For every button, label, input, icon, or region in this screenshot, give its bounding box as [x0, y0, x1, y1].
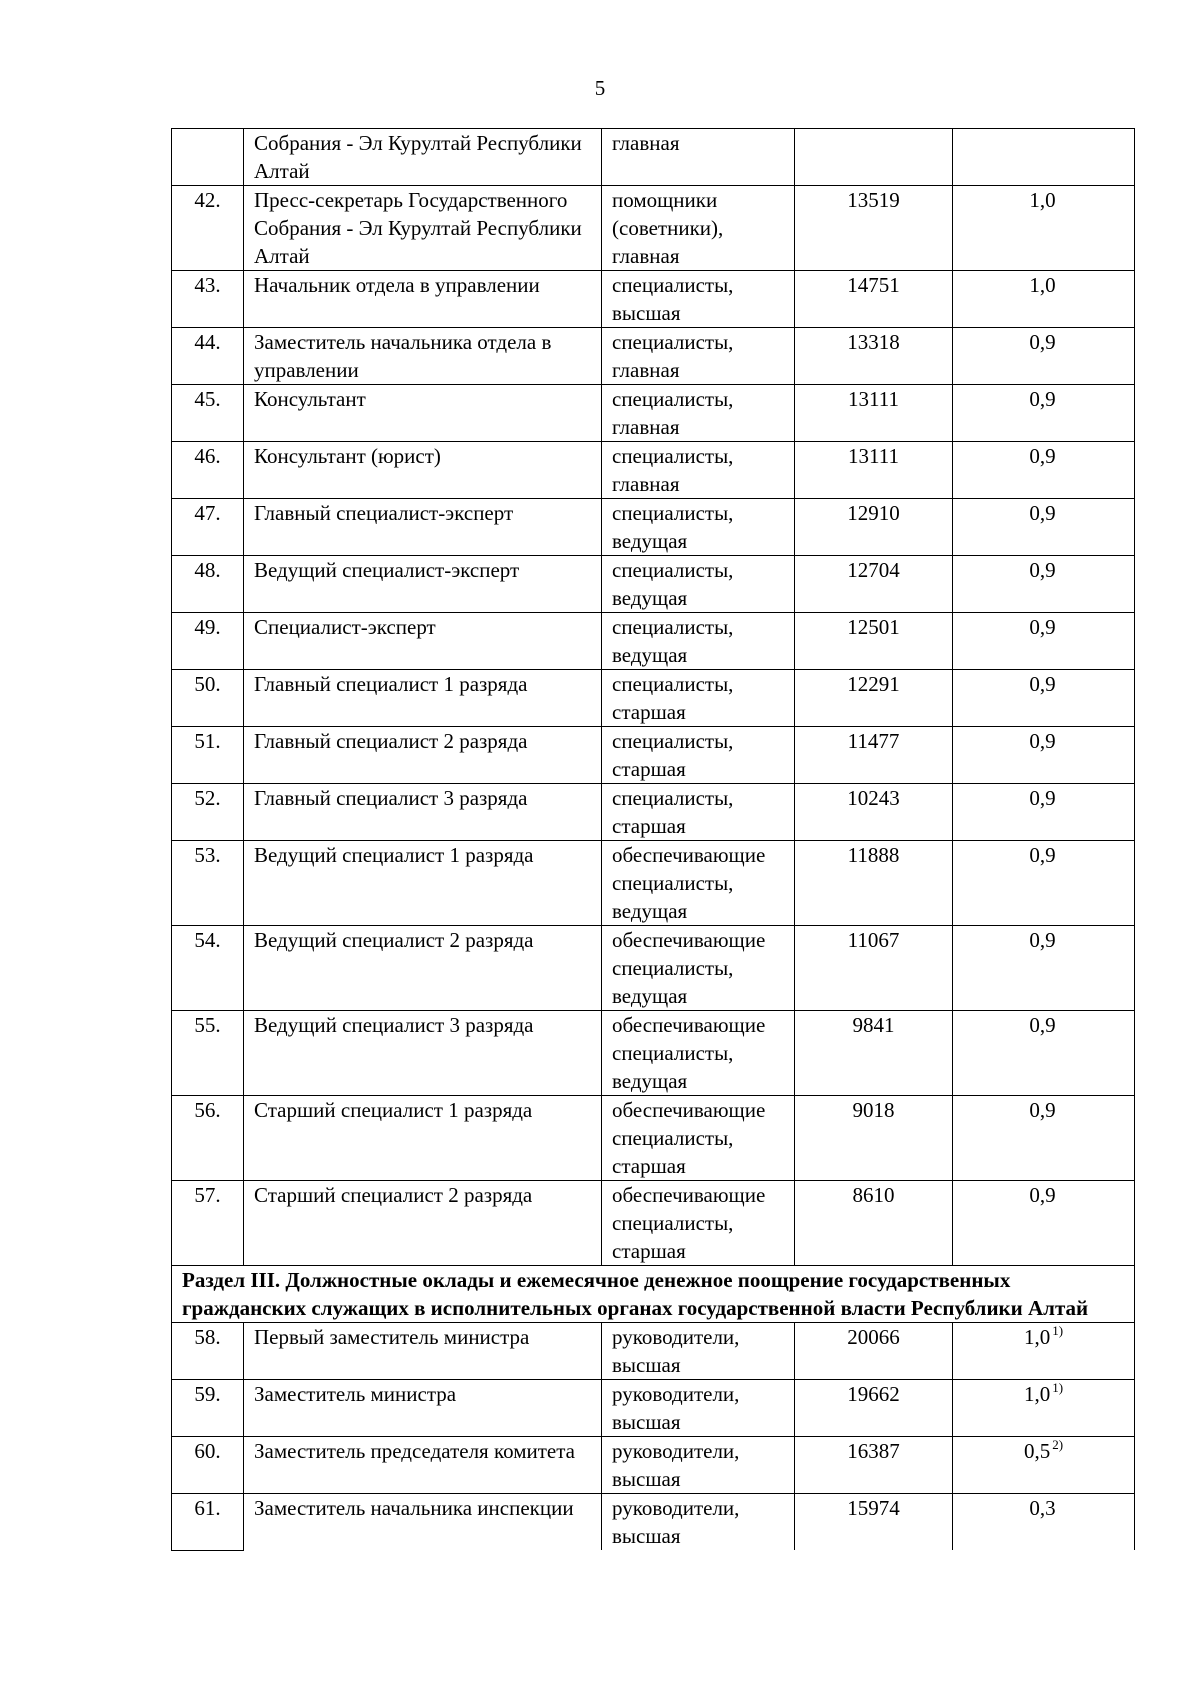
section-title: Раздел III. Должностные оклады и ежемесячное денежное поощрение государственных гражданских служащих в исполнительных органах государственной власти Республики Алтай [172, 1266, 1135, 1323]
coefficient-cell-text: 0,9 [1029, 330, 1056, 354]
position-cell-text: Ведущий специалист 2 разряда [254, 928, 534, 952]
category-cell-text: обеспечивающие специалисты, старшая [612, 1183, 766, 1263]
coefficient-cell [953, 442, 1135, 499]
table-row [172, 1181, 1135, 1266]
position-cell-text: Консультант [254, 387, 366, 411]
position-cell-text: Ведущий специалист 3 разряда [254, 1013, 534, 1037]
position-cell [244, 328, 602, 385]
row-number-cell-text: 56. [194, 1098, 221, 1122]
position-cell-text: Заместитель председателя комитета [254, 1439, 575, 1463]
table-row [172, 841, 1135, 926]
position-cell [244, 556, 602, 613]
coefficient-cell-text: 0,9 [1029, 1098, 1056, 1122]
table-row [172, 129, 1135, 186]
category-cell [602, 1011, 795, 1096]
table-row [172, 1437, 1135, 1494]
page-number: 5 [594, 76, 606, 100]
position-cell-text: Старший специалист 1 разряда [254, 1098, 533, 1122]
row-number-cell [172, 129, 244, 186]
position-cell [244, 1437, 602, 1494]
salary-cell [795, 1181, 953, 1266]
category-cell-text: обеспечивающие специалисты, ведущая [612, 1013, 766, 1093]
position-cell-text: Главный специалист-эксперт [254, 501, 514, 525]
category-cell-text: специалисты, ведущая [612, 558, 734, 610]
row-number-cell-text: 42. [194, 188, 221, 212]
category-cell [602, 613, 795, 670]
position-cell [244, 1096, 602, 1181]
row-number-cell [172, 1323, 244, 1380]
row-number-cell-text: 57. [194, 1183, 221, 1207]
row-number-cell [172, 1380, 244, 1437]
coefficient-cell [953, 1437, 1135, 1494]
table-body-part-2 [172, 129, 1135, 1266]
row-number-cell-text: 58. [194, 1325, 221, 1349]
coefficient-cell-text: 0,9 [1029, 1183, 1056, 1207]
salary-cell [795, 271, 953, 328]
row-number-cell-text: 54. [194, 928, 221, 952]
category-cell-text: главная [612, 131, 680, 155]
footnote-marker: 1) [1052, 1380, 1064, 1395]
salary-cell-text: 12910 [847, 501, 900, 525]
coefficient-cell [953, 328, 1135, 385]
category-cell-text: руководители, высшая [612, 1496, 740, 1548]
section-header-row [172, 1266, 1135, 1323]
position-cell-text: Собрания - Эл Курултай Республики Алтай [254, 131, 582, 183]
salary-cell [795, 1380, 953, 1437]
coefficient-cell-text: 0,9 [1029, 387, 1056, 411]
salary-cell-text: 9018 [852, 1098, 895, 1122]
row-number-cell-text: 53. [194, 843, 221, 867]
position-cell [244, 613, 602, 670]
table-row [172, 186, 1135, 271]
category-cell [602, 1181, 795, 1266]
salary-cell [795, 841, 953, 926]
category-cell-text: специалисты, ведущая [612, 615, 734, 667]
position-cell-text: Ведущий специалист-эксперт [254, 558, 520, 582]
position-cell-text: Старший специалист 2 разряда [254, 1183, 533, 1207]
salary-cell-text: 15974 [847, 1496, 900, 1520]
row-number-cell-text: 55. [194, 1013, 221, 1037]
category-cell [602, 186, 795, 271]
salary-cell [795, 1323, 953, 1380]
salary-cell [795, 1096, 953, 1181]
salary-cell-text: 9841 [852, 1013, 895, 1037]
position-cell [244, 926, 602, 1011]
coefficient-cell-text: 0,9 [1029, 558, 1056, 582]
row-number-cell [172, 385, 244, 442]
coefficient-cell-text: 0,9 [1029, 672, 1056, 696]
category-cell [602, 1323, 795, 1380]
salary-cell-text: 8610 [852, 1183, 895, 1207]
category-cell [602, 841, 795, 926]
category-cell [602, 670, 795, 727]
position-cell [244, 1323, 602, 1380]
position-cell-text: Главный специалист 2 разряда [254, 729, 528, 753]
position-cell-text: Заместитель министра [254, 1382, 457, 1406]
coefficient-cell-text: 1,0 [1023, 1382, 1051, 1406]
category-cell-text: обеспечивающие специалисты, старшая [612, 1098, 766, 1178]
category-cell [602, 1437, 795, 1494]
position-cell-text: Первый заместитель министра [254, 1325, 530, 1349]
coefficient-cell [953, 1096, 1135, 1181]
coefficient-cell-text: 1,0 [1023, 1325, 1051, 1349]
coefficient-cell-text: 0,9 [1029, 1013, 1056, 1037]
coefficient-cell-text: 0,9 [1029, 444, 1056, 468]
salary-cell [795, 328, 953, 385]
row-number-cell-text: 45. [194, 387, 221, 411]
category-cell-text: обеспечивающие специалисты, ведущая [612, 928, 766, 1008]
position-cell [244, 1181, 602, 1266]
table-row [172, 442, 1135, 499]
salary-cell [795, 186, 953, 271]
table-row [172, 328, 1135, 385]
section-header-group [172, 1266, 1135, 1323]
table-row [172, 727, 1135, 784]
coefficient-cell [953, 841, 1135, 926]
coefficient-cell [953, 727, 1135, 784]
position-cell [244, 1380, 602, 1437]
category-cell [602, 499, 795, 556]
salary-cell [795, 499, 953, 556]
row-number-cell-text: 46. [194, 444, 221, 468]
table-row [172, 1323, 1135, 1380]
position-cell [244, 271, 602, 328]
category-cell-text: специалисты, высшая [612, 273, 734, 325]
coefficient-cell [953, 1011, 1135, 1096]
category-cell-text: специалисты, главная [612, 387, 734, 439]
row-number-cell-text: 52. [194, 786, 221, 810]
position-cell-text: Ведущий специалист 1 разряда [254, 843, 534, 867]
row-number-cell [172, 1096, 244, 1181]
row-number-cell [172, 784, 244, 841]
position-cell-text: Пресс-секретарь Государственного Собрания - Эл Курултай Республики Алтай [254, 188, 582, 268]
coefficient-cell [953, 784, 1135, 841]
category-cell [602, 727, 795, 784]
position-cell-text: Заместитель начальника отдела в управлении [254, 330, 552, 382]
salary-cell [795, 613, 953, 670]
position-cell [244, 727, 602, 784]
category-cell [602, 784, 795, 841]
row-number-cell-text: 49. [194, 615, 221, 639]
position-cell [244, 385, 602, 442]
category-cell [602, 442, 795, 499]
table-row [172, 1096, 1135, 1181]
position-cell [244, 841, 602, 926]
table-row [172, 385, 1135, 442]
table-row [172, 1380, 1135, 1437]
row-number-cell [172, 499, 244, 556]
coefficient-cell [953, 129, 1135, 186]
category-cell-text: специалисты, главная [612, 330, 734, 382]
salary-cell [795, 926, 953, 1011]
category-cell-text: специалисты, старшая [612, 672, 734, 724]
position-cell [244, 442, 602, 499]
salary-cell-text: 14751 [847, 273, 900, 297]
coefficient-cell-text: 0,9 [1029, 928, 1056, 952]
row-number-cell [172, 727, 244, 784]
category-cell-text: помощники (советники), главная [612, 188, 724, 268]
category-cell-text: руководители, высшая [612, 1382, 740, 1434]
row-number-cell [172, 556, 244, 613]
table-row [172, 1494, 1135, 1551]
row-number-cell-text: 51. [194, 729, 221, 753]
salary-table [171, 128, 1135, 1551]
salary-cell-text: 11067 [847, 928, 900, 952]
row-number-cell [172, 271, 244, 328]
salary-cell-text: 11477 [847, 729, 900, 753]
position-cell [244, 670, 602, 727]
row-number-cell-text: 61. [194, 1496, 221, 1520]
position-cell [244, 186, 602, 271]
table-row [172, 784, 1135, 841]
salary-cell [795, 670, 953, 727]
category-cell [602, 1494, 795, 1551]
position-cell-text: Консультант (юрист) [254, 444, 441, 468]
category-cell-text: специалисты, ведущая [612, 501, 734, 553]
salary-cell-text: 12704 [847, 558, 900, 582]
row-number-cell-text: 48. [194, 558, 221, 582]
salary-cell-text: 12291 [847, 672, 900, 696]
table-row [172, 613, 1135, 670]
category-cell [602, 271, 795, 328]
category-cell [602, 556, 795, 613]
category-cell-text: специалисты, главная [612, 444, 734, 496]
salary-cell-text: 13519 [847, 188, 900, 212]
row-number-cell-text: 60. [194, 1439, 221, 1463]
table-row [172, 271, 1135, 328]
coefficient-cell [953, 1494, 1135, 1551]
category-cell [602, 129, 795, 186]
category-cell [602, 385, 795, 442]
category-cell [602, 328, 795, 385]
coefficient-cell [953, 670, 1135, 727]
category-cell-text: обеспечивающие специалисты, ведущая [612, 843, 766, 923]
row-number-cell-text: 43. [194, 273, 221, 297]
coefficient-cell [953, 186, 1135, 271]
table-row [172, 499, 1135, 556]
salary-cell-text: 16387 [847, 1439, 900, 1463]
salary-cell-text: 11888 [847, 843, 900, 867]
row-number-cell [172, 926, 244, 1011]
table-row [172, 670, 1135, 727]
coefficient-cell-text: 0,9 [1029, 786, 1056, 810]
salary-cell [795, 442, 953, 499]
table-row [172, 556, 1135, 613]
coefficient-cell [953, 1181, 1135, 1266]
coefficient-cell-text: 0,9 [1029, 615, 1056, 639]
position-cell [244, 1494, 602, 1551]
row-number-cell [172, 1011, 244, 1096]
coefficient-cell-text: 1,0 [1029, 273, 1056, 297]
position-cell-text: Специалист-эксперт [254, 615, 436, 639]
position-cell [244, 1011, 602, 1096]
position-cell-text: Начальник отдела в управлении [254, 273, 540, 297]
category-cell [602, 1096, 795, 1181]
category-cell [602, 1380, 795, 1437]
position-cell [244, 129, 602, 186]
coefficient-cell [953, 271, 1135, 328]
coefficient-cell-text: 0,3 [1029, 1496, 1056, 1520]
row-number-cell [172, 442, 244, 499]
category-cell-text: специалисты, старшая [612, 729, 734, 781]
salary-cell [795, 129, 953, 186]
salary-cell [795, 385, 953, 442]
position-cell [244, 784, 602, 841]
row-number-cell-text: 47. [194, 501, 221, 525]
coefficient-cell-text: 0,9 [1029, 501, 1056, 525]
coefficient-cell-text: 0,9 [1029, 729, 1056, 753]
salary-cell [795, 1011, 953, 1096]
category-cell-text: специалисты, старшая [612, 786, 734, 838]
salary-cell [795, 727, 953, 784]
row-number-cell [172, 1181, 244, 1266]
row-number-cell [172, 1437, 244, 1494]
row-number-cell [172, 1494, 244, 1551]
salary-cell-text: 10243 [847, 786, 900, 810]
position-cell [244, 499, 602, 556]
row-number-cell [172, 670, 244, 727]
salary-cell-text: 19662 [847, 1382, 900, 1406]
position-cell-text: Заместитель начальника инспекции [254, 1496, 574, 1520]
salary-cell-text: 13111 [848, 387, 899, 411]
category-cell-text: руководители, высшая [612, 1439, 740, 1491]
row-number-cell [172, 841, 244, 926]
row-number-cell-text: 59. [194, 1382, 221, 1406]
coefficient-cell-text: 0,9 [1029, 843, 1056, 867]
salary-cell-text: 12501 [847, 615, 900, 639]
salary-cell [795, 556, 953, 613]
row-number-cell [172, 186, 244, 271]
footnote-marker: 2) [1052, 1437, 1064, 1452]
footnote-marker: 1) [1052, 1323, 1064, 1338]
salary-cell [795, 1437, 953, 1494]
row-number-cell [172, 613, 244, 670]
salary-cell-text: 20066 [847, 1325, 900, 1349]
coefficient-cell [953, 556, 1135, 613]
coefficient-cell-text: 1,0 [1029, 188, 1056, 212]
salary-cell-text: 13318 [847, 330, 900, 354]
coefficient-cell [953, 1323, 1135, 1380]
salary-cell [795, 784, 953, 841]
coefficient-cell-text: 0,5 [1023, 1439, 1051, 1463]
row-number-cell [172, 328, 244, 385]
row-number-cell-text: 44. [194, 330, 221, 354]
position-cell-text: Главный специалист 1 разряда [254, 672, 528, 696]
coefficient-cell [953, 926, 1135, 1011]
coefficient-cell [953, 385, 1135, 442]
salary-cell [795, 1494, 953, 1551]
category-cell [602, 926, 795, 1011]
table-body-part-3 [172, 1323, 1135, 1551]
salary-cell-text: 13111 [848, 444, 899, 468]
category-cell-text: руководители, высшая [612, 1325, 740, 1377]
row-number-cell-text: 50. [194, 672, 221, 696]
coefficient-cell [953, 613, 1135, 670]
position-cell-text: Главный специалист 3 разряда [254, 786, 528, 810]
coefficient-cell [953, 499, 1135, 556]
table-row [172, 926, 1135, 1011]
table-row [172, 1011, 1135, 1096]
coefficient-cell [953, 1380, 1135, 1437]
